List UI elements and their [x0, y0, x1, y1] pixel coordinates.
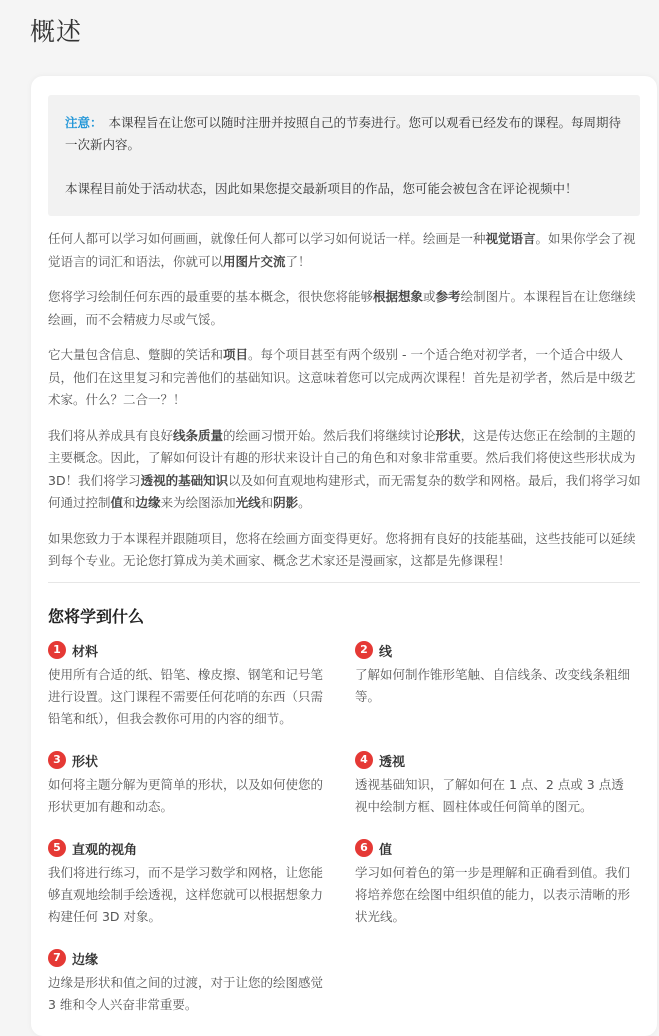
bold-text: 项目 [223, 347, 249, 362]
text: 它大量包含信息、蹩脚的笑话和 [48, 347, 224, 362]
topic-description: 学习如何着色的第一步是理解和正确看到值。我们将培养您在绘图中组织值的能力，以表示清晰的形状光线。 [355, 865, 631, 924]
topic-title: 边缘 [72, 952, 99, 968]
number-badge: 5 [48, 839, 66, 857]
topic-perspective [355, 750, 635, 818]
text: 如果您致力于本课程并跟随项目，您将在绘画方面变得更好。您将拥有良好的技能基础，这些技能可以延续到每个专业。无论您打算成为美术画家、概念艺术家还是漫画家，这都是先修课程！ [48, 530, 636, 568]
text: 以及如何直观地构建形式，而无需复杂的数学和网格。最后，我们将学习如何通过控制 [48, 472, 641, 510]
overview-card [31, 76, 657, 1036]
bold-text: 视觉语言 [485, 231, 536, 246]
bold-text: 形状 [435, 427, 461, 443]
topic-title: 形状 [72, 754, 99, 770]
number-badge: 6 [355, 839, 373, 857]
description-paragraph [48, 344, 643, 412]
bold-text: 用图片交流 [223, 253, 286, 269]
text: 您将学习绘制任何东西的最重要的基本概念，很快您将能够 [48, 289, 374, 304]
bold-text: 透视的基础知识 [140, 472, 229, 488]
text: 我们将从养成具有良好 [48, 427, 174, 443]
text: ，这是传达您正在绘制的主题的主要概念。因此，了解如何设计有趣的形状来设计自己的角色和对象非常重要。然后我们将使这些形状成为3D！我们将学习 [48, 427, 636, 488]
page-title: 概述 [30, 17, 83, 46]
text: 。如果你学会了视觉语言的词汇和语法，你就可以 [48, 231, 636, 269]
description-paragraph [48, 228, 643, 273]
text: 任何人都可以学习如何画画，就像任何人都可以学习如何说话一样。绘画是一种 [48, 231, 486, 246]
number-badge: 7 [48, 949, 66, 967]
text: 的绘画习惯开始。然后我们将继续讨论 [223, 427, 436, 443]
number-badge: 4 [355, 751, 373, 769]
description-paragraph [48, 425, 643, 515]
bold-text: 线条质量 [173, 427, 224, 443]
notice-label: 注意： [65, 115, 103, 130]
notice-paragraph-1 [65, 112, 626, 156]
text: 和 [123, 495, 136, 510]
text: 和 [260, 495, 274, 510]
topic-title: 透视 [379, 754, 406, 770]
topic-description: 了解如何制作锥形笔触、自信线条、改变线条粗细等。 [355, 667, 631, 704]
topic-description: 透视基础知识，了解如何在 1 点、2 点或 3 点透视中绘制方框、圆柱体或任何简单的图元。 [355, 777, 624, 814]
topic-title: 直观的视角 [72, 842, 138, 858]
topic-edges [48, 948, 328, 1016]
description-paragraph [48, 528, 643, 573]
bold-text: 边缘 [135, 495, 161, 510]
topic-title: 值 [379, 842, 393, 858]
learn-section-title: 您将学到什么 [48, 607, 145, 626]
text: 了！ [285, 253, 311, 269]
bold-text: 参考 [435, 289, 461, 304]
topic-intuitive-perspective [48, 838, 328, 928]
number-badge: 2 [355, 641, 373, 659]
notice-text-2: 本课程目前处于活动状态，因此如果您提交最新项目的作品，您可能会被包含在评论视频中！ [65, 181, 578, 196]
topic-materials [48, 640, 328, 730]
topic-description: 如何将主题分解为更简单的形状，以及如何使您的形状更加有趣和动态。 [48, 777, 324, 814]
text: 。每个项目甚至有两个级别 - 一个适合绝对初学者，一个适合中级人员，他们在这里复习和完善他们的基础知识。这意味着您可以完成两次课程！首先是初学者，然后是中级艺术家。什么？二合一？！ [48, 347, 636, 407]
text: 。 [298, 495, 311, 510]
topic-title: 材料 [72, 644, 99, 660]
divider [48, 582, 640, 583]
topic-description: 我们将进行练习，而不是学习数学和网格，让您能够直观地绘制手绘透视，这样您就可以根据想象力构建任何 3D 对象。 [48, 865, 324, 924]
topic-shapes [48, 750, 328, 818]
bold-text: 值 [110, 495, 124, 510]
description-paragraph [48, 286, 643, 331]
text: 来为绘图添加 [160, 495, 236, 510]
topic-values [355, 838, 635, 928]
notice-box [48, 95, 640, 216]
bold-text: 阴影 [273, 495, 299, 510]
text: 或 [423, 289, 436, 304]
topic-lines [355, 640, 635, 708]
text: 绘制图片。本课程旨在让您继续绘画，而不会精疲力尽或气馁。 [48, 289, 636, 327]
bold-text: 根据想象 [373, 289, 424, 304]
topic-description: 边缘是形状和值之间的过渡，对于让您的绘图感觉3 维和令人兴奋非常重要。 [48, 975, 324, 1012]
number-badge: 3 [48, 751, 66, 769]
description [48, 228, 643, 586]
topic-description: 使用所有合适的纸、铅笔、橡皮擦、钢笔和记号笔进行设置。这门课程不需要任何花哨的东西（只需铅笔和纸），但我会教你可用的内容的细节。 [48, 667, 324, 726]
notice-text-1: 本课程旨在让您可以随时注册并按照自己的节奏进行。您可以观看已经发布的课程。每周期待一次新内容。 [65, 115, 622, 152]
bold-text: 光线 [235, 495, 261, 510]
number-badge: 1 [48, 641, 66, 659]
topic-title: 线 [379, 644, 393, 660]
